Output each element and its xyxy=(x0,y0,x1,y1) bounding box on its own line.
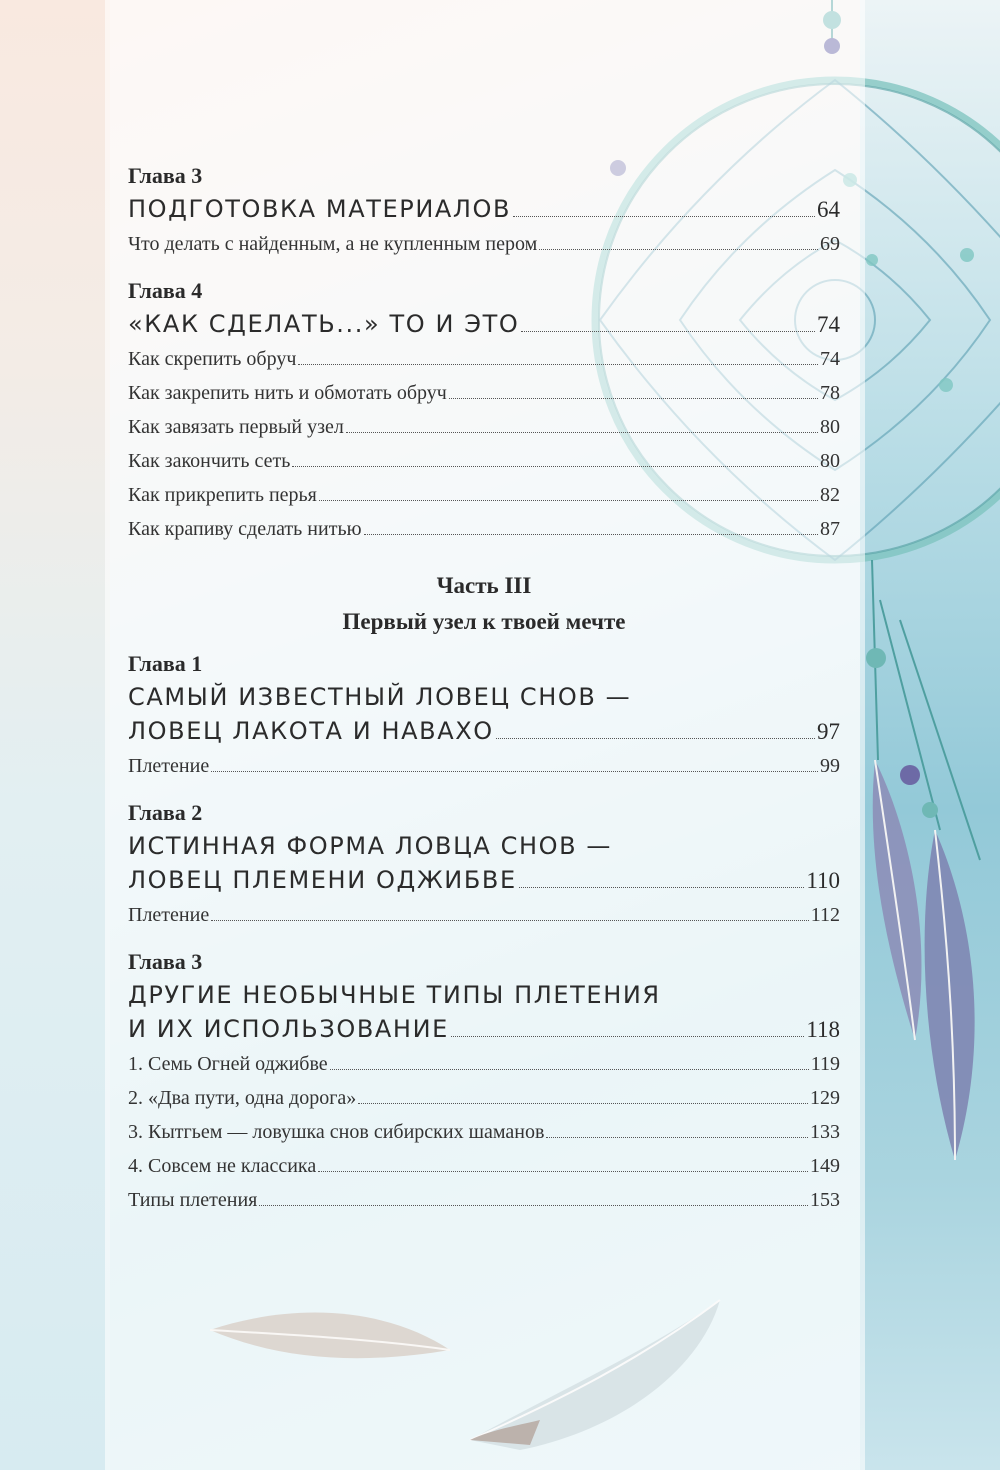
dot-leader xyxy=(346,432,818,433)
chapter-heading: «КАК СДЕЛАТЬ...» ТО И ЭТО xyxy=(128,310,520,338)
toc-item[interactable] xyxy=(128,478,840,512)
chapter-heading-entry[interactable] xyxy=(128,192,840,227)
part-heading xyxy=(128,568,840,640)
chapter-heading-entry[interactable] xyxy=(128,714,840,749)
dot-leader xyxy=(330,1069,809,1070)
page-number: 74 xyxy=(820,348,840,370)
toc-section xyxy=(128,648,840,783)
chapter-heading-line: ДРУГИЕ НЕОБЫЧНЫЕ ТИПЫ ПЛЕТЕНИЯ xyxy=(128,981,661,1009)
toc-item-title: Как завязать первый узел xyxy=(128,416,344,438)
page-number: 149 xyxy=(810,1155,840,1177)
toc-item-title: 1. Семь Огней оджибве xyxy=(128,1053,328,1075)
toc-item-title: Плетение xyxy=(128,755,210,777)
chapter-heading-line: ИСТИННАЯ ФОРМА ЛОВЦА СНОВ — xyxy=(128,832,612,860)
toc-section xyxy=(128,946,840,1217)
page-number: 80 xyxy=(820,416,840,438)
chapter-heading-entry[interactable] xyxy=(128,863,840,898)
page-number: 133 xyxy=(810,1121,840,1143)
toc-item-title: 4. Совсем не классика xyxy=(128,1155,317,1177)
dot-leader xyxy=(449,398,818,399)
toc-item[interactable] xyxy=(128,1081,840,1115)
toc-item-title: Как крапиву сделать нитью xyxy=(128,518,362,540)
dot-leader xyxy=(211,920,809,921)
toc-section xyxy=(128,275,840,546)
page-number: 118 xyxy=(806,1017,840,1042)
toc-item-title: Как закрепить нить и обмотать обруч xyxy=(128,382,447,404)
table-of-contents xyxy=(128,160,840,1217)
page-number: 97 xyxy=(817,719,840,744)
toc-item[interactable] xyxy=(128,898,840,932)
chapter-heading: ЛОВЕЦ ПЛЕМЕНИ ОДЖИБВЕ xyxy=(128,866,517,894)
chapter-heading-line: САМЫЙ ИЗВЕСТНЫЙ ЛОВЕЦ СНОВ — xyxy=(128,683,632,711)
dot-leader xyxy=(358,1103,808,1104)
page-number: 129 xyxy=(810,1087,840,1109)
page-number: 64 xyxy=(817,197,840,222)
toc-item-title: Как прикрепить перья xyxy=(128,484,317,506)
dot-leader xyxy=(211,771,818,772)
page-number: 110 xyxy=(806,868,840,893)
chapter-heading-entry[interactable] xyxy=(128,1012,840,1047)
dot-leader xyxy=(259,1205,808,1206)
toc-item-title: Как скрепить обруч xyxy=(128,348,297,370)
toc-item[interactable] xyxy=(128,512,840,546)
toc-item[interactable] xyxy=(128,749,840,783)
toc-item[interactable] xyxy=(128,444,840,478)
dot-leader xyxy=(292,466,818,467)
chapter-heading: ЛОВЕЦ ЛАКОТА И НАВАХО xyxy=(128,717,494,745)
toc-item[interactable] xyxy=(128,1047,840,1081)
dot-leader xyxy=(318,1171,808,1172)
chapter-label: Глава 1 xyxy=(128,651,203,676)
page-number: 99 xyxy=(820,755,840,777)
toc-section xyxy=(128,160,840,261)
toc-item-title: 2. «Два пути, одна дорога» xyxy=(128,1087,357,1109)
page-number: 80 xyxy=(820,450,840,472)
chapter-label: Глава 4 xyxy=(128,278,203,303)
dot-leader xyxy=(539,249,818,250)
dot-leader xyxy=(451,1036,804,1037)
page-number: 112 xyxy=(810,904,840,926)
dot-leader xyxy=(521,331,815,332)
toc-item-title: Типы плетения xyxy=(128,1189,258,1211)
page-number: 78 xyxy=(820,382,840,404)
toc-item[interactable] xyxy=(128,227,840,261)
dot-leader xyxy=(298,364,818,365)
chapter-label: Глава 3 xyxy=(128,949,203,974)
toc-item[interactable] xyxy=(128,342,840,376)
toc-item-title: 3. Кытгьем — ловушка снов сибирских шаманов xyxy=(128,1121,545,1143)
page-number: 82 xyxy=(820,484,840,506)
dot-leader xyxy=(513,216,815,217)
part-title: Первый узел к твоей мечте xyxy=(342,609,626,634)
dot-leader xyxy=(364,534,818,535)
chapter-label: Глава 2 xyxy=(128,800,203,825)
dot-leader xyxy=(519,887,805,888)
page-number: 74 xyxy=(817,312,840,337)
page-number: 119 xyxy=(810,1053,840,1075)
toc-item[interactable] xyxy=(128,1183,840,1217)
toc-section xyxy=(128,797,840,932)
toc-item[interactable] xyxy=(128,410,840,444)
chapter-heading-entry[interactable] xyxy=(128,307,840,342)
chapter-heading: И ИХ ИСПОЛЬЗОВАНИЕ xyxy=(128,1015,449,1043)
toc-item-title: Плетение xyxy=(128,904,210,926)
chapter-heading: ПОДГОТОВКА МАТЕРИАЛОВ xyxy=(128,195,512,223)
part-label: Часть III xyxy=(436,573,532,598)
hanging-feather-icon xyxy=(873,760,975,1160)
dot-leader xyxy=(546,1137,808,1138)
page-number: 87 xyxy=(820,518,840,540)
toc-item-title: Что делать с найденным, а не купленным пером xyxy=(128,233,538,255)
toc-item[interactable] xyxy=(128,1115,840,1149)
page-number: 69 xyxy=(820,233,840,255)
string-bead-icon xyxy=(866,648,886,668)
toc-item-title: Как закончить сеть xyxy=(128,450,291,472)
dot-leader xyxy=(496,738,815,739)
toc-item[interactable] xyxy=(128,376,840,410)
dot-leader xyxy=(319,500,818,501)
chapter-label: Глава 3 xyxy=(128,163,203,188)
toc-item[interactable] xyxy=(128,1149,840,1183)
page-number: 153 xyxy=(810,1189,840,1211)
